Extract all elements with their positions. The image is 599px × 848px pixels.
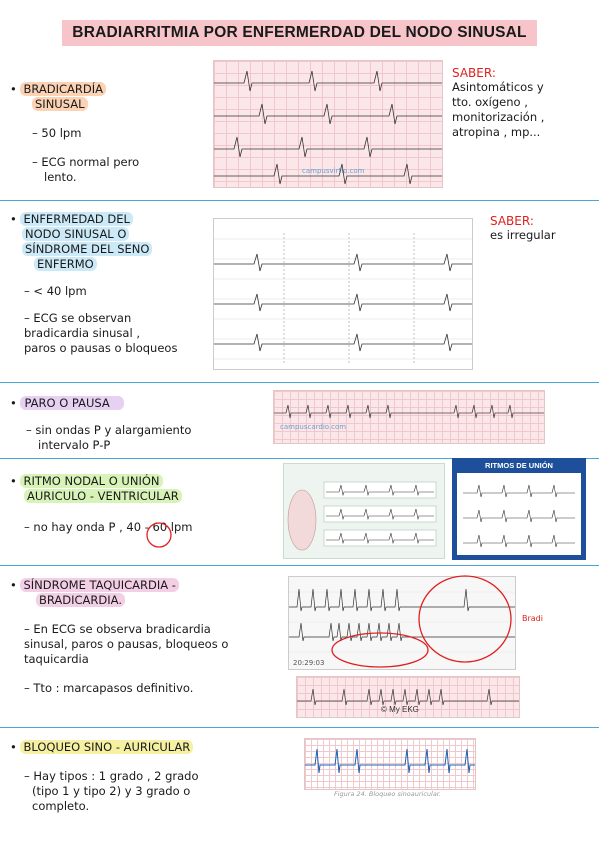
item-text: – En ECG se observa bradicardia: [24, 622, 211, 636]
ekg-sinus-bradycardia: [213, 60, 443, 188]
bullet-dot: •: [10, 578, 21, 592]
panel-traces: [457, 473, 581, 555]
item-text: intervalo P-P: [38, 438, 111, 452]
section-sick-sinus: [10, 212, 177, 356]
heading-line: SINUSAL: [32, 97, 88, 111]
heading-line: SÍNDROME DEL SENO: [22, 242, 152, 256]
item-text: lento.: [44, 170, 77, 184]
label-bradi: Bradi: [522, 614, 543, 623]
item-text: – < 40 lpm: [24, 284, 87, 298]
item-text: – ECG normal pero: [32, 155, 140, 169]
section-divider: [0, 727, 599, 728]
bullet-dot: •: [10, 474, 21, 488]
heading-line: SÍNDROME TAQUICARDIA -: [20, 578, 179, 592]
heading-line: RITMO NODAL O UNIÓN: [20, 474, 162, 488]
item-text: – no hay onda P , 40 - 60 lpm: [24, 520, 193, 534]
ekg-trace: [274, 391, 544, 443]
section-tachy-brady: [10, 578, 228, 696]
watermark: campuscardio.com: [280, 423, 347, 431]
section-divider: [0, 565, 599, 566]
circle-annotation: [144, 520, 174, 550]
bullet-dot: •: [10, 740, 21, 754]
section-divider: [0, 382, 599, 383]
junctional-panel: [452, 458, 586, 560]
heading-line: BRADICARDIA.: [36, 593, 125, 607]
time-label: 20:29:03: [293, 659, 325, 667]
ekg-sinus-arrest: [273, 390, 545, 444]
bullet-dot: •: [10, 82, 21, 96]
item-text: completo.: [32, 799, 90, 813]
saber-heading: SABER:: [452, 66, 496, 80]
heading-line: NODO SINUSAL O: [22, 227, 129, 241]
page-title-wrap: [0, 20, 599, 46]
item-text: – sin ondas P y alargamiento: [26, 423, 192, 437]
item-text: taquicardia: [24, 652, 89, 666]
item-text: – 50 lpm: [32, 126, 82, 140]
bullet-dot: •: [10, 396, 21, 410]
heading-line: ENFERMO: [34, 257, 97, 271]
saber-line: monitorización ,: [452, 110, 545, 124]
saber-heading: SABER:: [490, 214, 534, 228]
item-text: – Hay tipos : 1 grado , 2 grado: [24, 769, 199, 783]
heading-line: ENFERMEDAD DEL: [20, 212, 133, 226]
section-sinus-arrest: [10, 396, 191, 453]
worksheet-figure: [284, 464, 444, 558]
circle-annotations: [330, 572, 520, 690]
copyright-label: © My EKG: [381, 705, 419, 714]
page-title: BRADIARRITMIA POR ENFERMERDAD DEL NODO SINUSAL: [62, 20, 536, 46]
saber-line: es irregular: [490, 228, 556, 242]
item-text: – ECG se observan: [24, 311, 132, 325]
item-text: – Tto : marcapasos definitivo.: [24, 681, 194, 695]
section-sa-block: [10, 740, 199, 814]
ekg-sa-block: [304, 738, 476, 790]
heading-line: BRADICARDÍA: [20, 82, 106, 96]
watermark: campusvirtlo.com: [302, 167, 365, 175]
bullet-dot: •: [10, 212, 21, 226]
ekg-trace: [305, 739, 475, 789]
ekg-trace: [214, 219, 472, 369]
item-text: paros o pausas o bloqueos: [24, 341, 178, 355]
ekg-tachy-brady-strip: [296, 676, 520, 718]
section-sinus-bradycardia: [10, 82, 139, 185]
item-text: (tipo 1 y tipo 2) y 3 grado o: [32, 784, 191, 798]
saber-line: atropina , mp...: [452, 125, 541, 139]
heading-line: PARO O PAUSA: [20, 396, 123, 410]
heading-line: BLOQUEO SINO - AURICULAR: [20, 740, 193, 754]
saber-note-1: [452, 66, 544, 140]
heading-line: AURICULO - VENTRICULAR: [24, 489, 182, 503]
saber-line: tto. oxígeno ,: [452, 95, 528, 109]
ekg-sick-sinus: [213, 218, 473, 370]
section-divider: [0, 200, 599, 201]
junctional-worksheet: [283, 463, 445, 559]
figure-caption: Figura 24. Bloqueo sinoauricular.: [334, 790, 441, 798]
item-text: sinusal, paros o pausas, bloqueos o: [24, 637, 229, 651]
item-text: bradicardia sinusal ,: [24, 326, 140, 340]
saber-line: Asintomáticos y: [452, 80, 544, 94]
panel-title: RITMOS DE UNIÓN: [485, 461, 553, 470]
saber-note-2: [490, 214, 556, 243]
